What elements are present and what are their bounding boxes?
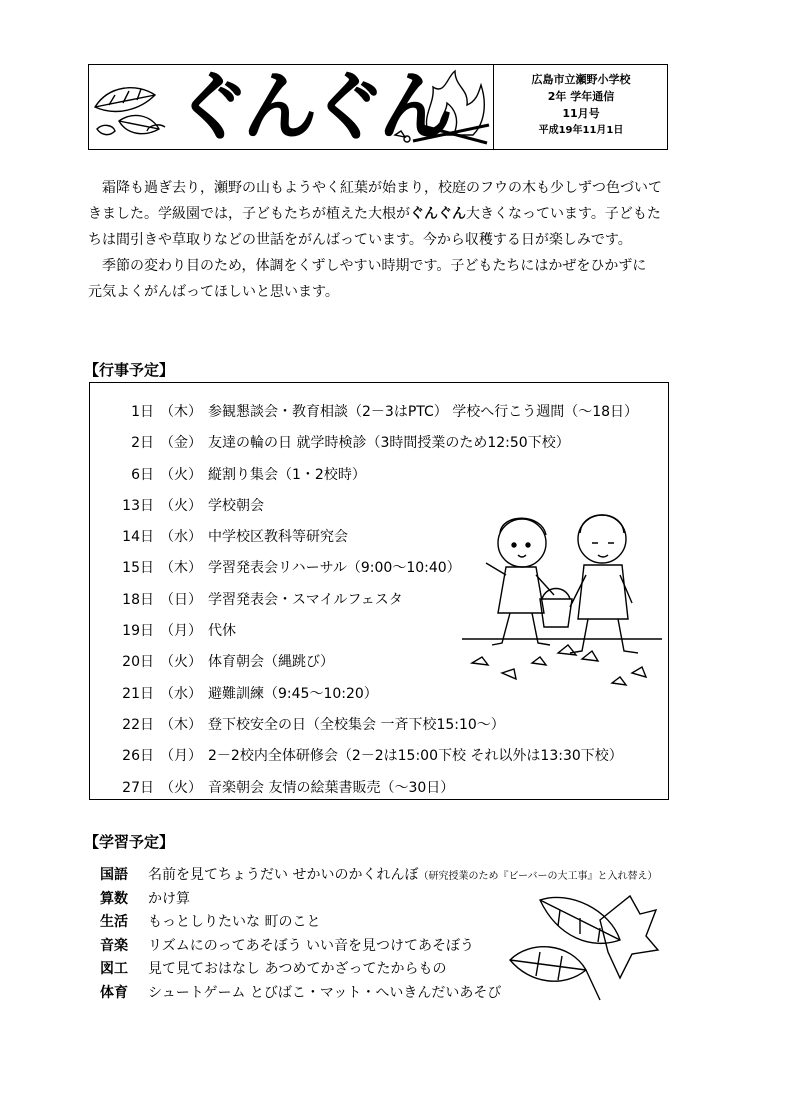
intro-line [88, 201, 678, 227]
intro-line [88, 279, 678, 305]
intro-paragraph [88, 175, 678, 305]
study-unit: 見て見ておはなし あつめてかざってたからもの [148, 961, 447, 978]
study-unit: かけ算 [148, 890, 190, 907]
school-name: 広島市立瀬野小学校 [531, 73, 631, 86]
study-unit: 名前を見てちょうだい せかいのかくれんぼ [148, 867, 419, 883]
study-title: 【学習予定】 [84, 833, 175, 851]
event-weekday: （月） [160, 748, 202, 765]
event-schedule-box [89, 382, 669, 800]
event-date: 14日 [122, 529, 154, 546]
event-weekday: （月） [160, 623, 202, 640]
event-weekday: （日） [160, 591, 202, 608]
event-row [90, 710, 668, 741]
intro-line [88, 253, 678, 279]
event-row [90, 460, 668, 491]
event-date: 18日 [122, 591, 154, 608]
intro-line-text: 元気よくがんばってほしいと思います。 [88, 284, 339, 300]
issue-date: 平成19年11月1日 [538, 125, 624, 136]
study-subject: 国語 [100, 867, 128, 883]
event-weekday: （金） [160, 435, 202, 452]
event-weekday: （木） [160, 560, 202, 577]
study-unit: リズムにのってあそぼう いい音を見つけてあそぼう [148, 937, 475, 954]
children-gathering-leaves-illustration [462, 503, 662, 703]
study-subject: 図工 [100, 961, 128, 978]
event-description: 学校朝会 [208, 497, 264, 514]
event-date: 20日 [122, 654, 154, 671]
event-date: 26日 [122, 748, 154, 765]
event-description: 登下校安全の日（全校集会 一斉下校15:10～） [208, 716, 505, 733]
event-weekday: （水） [160, 685, 202, 702]
event-description: 中学校区教科等研究会 [208, 529, 348, 546]
study-subject: 算数 [100, 890, 128, 907]
event-date: 15日 [122, 560, 154, 577]
intro-line [88, 175, 678, 201]
event-row [90, 428, 668, 459]
event-description: 2－2校内全体研修会（2－2は15:00下校 それ以外は13:30下校） [208, 748, 623, 765]
study-subject: 音楽 [100, 937, 128, 954]
event-date: 6日 [131, 466, 154, 483]
study-content [148, 958, 446, 981]
school-info-box [493, 65, 668, 149]
event-row [90, 397, 668, 428]
event-weekday: （火） [160, 497, 202, 514]
study-content [148, 982, 501, 1005]
event-description: 学習発表会・スマイルフェスタ [208, 591, 403, 608]
schedule-title: 【行事予定】 [84, 361, 175, 379]
event-description: 代休 [208, 623, 236, 640]
intro-line-text: 霜降も過ぎ去り，瀬野の山もようやく紅葉が始まり，校庭のフウの木も少しずつ色づいて [102, 180, 662, 196]
event-weekday: （火） [160, 466, 202, 483]
event-date: 2日 [131, 435, 154, 452]
autumn-leaves-illustration [500, 880, 660, 1010]
event-date: 27日 [122, 779, 154, 796]
event-weekday: （木） [160, 716, 202, 733]
event-description: 音楽朝会 友情の絵葉書販売（～30日） [208, 779, 455, 796]
event-description: 体育朝会（縄跳び） [208, 654, 334, 671]
study-unit: シュートゲーム とびばこ・マット・へいきんだいあそび [148, 984, 502, 1001]
masthead-title: ぐんぐん [175, 64, 447, 150]
event-weekday: （火） [160, 654, 202, 671]
event-date: 21日 [122, 685, 154, 702]
event-date: 1日 [131, 404, 154, 420]
event-date: 13日 [122, 497, 154, 514]
study-content [148, 888, 190, 911]
event-date: 19日 [122, 623, 154, 640]
event-description: 友達の輪の日 就学時検診（3時間授業のため12:50下校） [208, 435, 570, 452]
newsletter-name: 2年 学年通信 [547, 90, 615, 103]
event-description: 縦割り集会（1・2校時） [208, 466, 366, 483]
study-note: （研究授業のため『ビーバーの大工事』と入れ替え） [418, 871, 658, 882]
study-subject: 生活 [100, 914, 128, 931]
event-weekday: （水） [160, 529, 202, 546]
intro-line-text: 大きくなっています。子どもた [466, 206, 661, 222]
study-content [148, 935, 474, 958]
newsletter-header [88, 64, 668, 150]
event-description: 避難訓練（9:45～10:20） [208, 685, 378, 702]
study-subject: 体育 [100, 984, 128, 1001]
event-weekday: （木） [160, 404, 202, 420]
intro-line-text: ちは間引きや草取りなどの世話をがんばっています。今から収穫する日が楽しみです。 [88, 232, 632, 248]
event-weekday: （火） [160, 779, 202, 796]
intro-line-text: きました。学級園では，子どもたちが植えた大根が [88, 206, 410, 222]
issue-label: 11月号 [562, 107, 600, 120]
intro-line-text: 季節の変わり目のため，体調をくずしやすい時期です。子どもたちにはかぜをひかずに [102, 258, 647, 274]
event-date: 22日 [122, 716, 154, 733]
event-row [90, 741, 668, 772]
event-row [90, 773, 668, 800]
event-description: 学習発表会リハーサル（9:00～10:40） [208, 560, 461, 577]
intro-bold-word: ぐんぐん [410, 206, 466, 222]
event-description: 参観懇談会・教育相談（2－3はPTC） 学校へ行こう週間（～18日） [208, 404, 639, 420]
intro-line [88, 227, 678, 253]
study-content [148, 911, 320, 934]
study-unit: もっとしりたいな 町のこと [148, 914, 321, 931]
